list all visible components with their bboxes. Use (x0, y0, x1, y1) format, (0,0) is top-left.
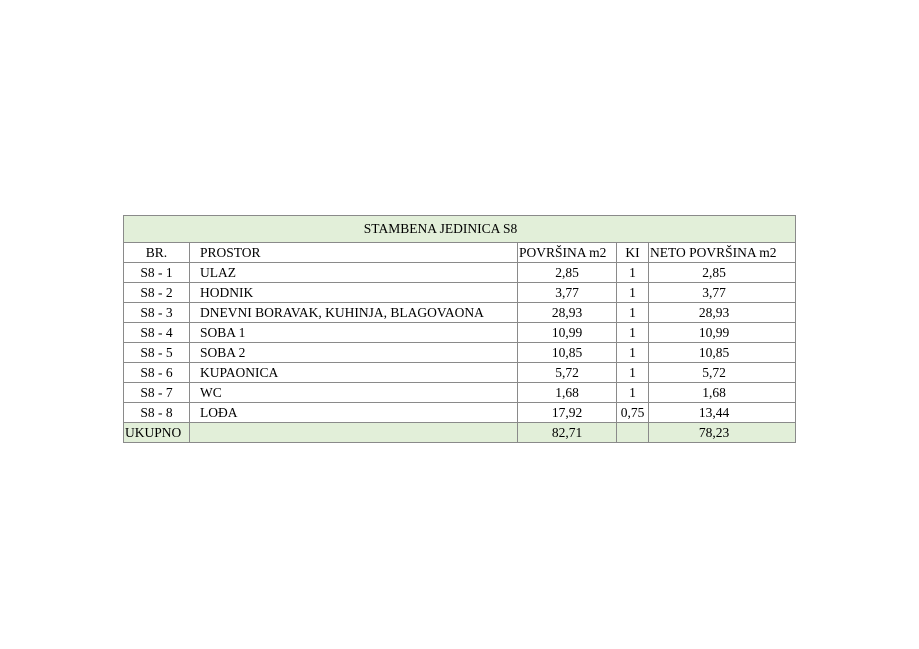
row-prostor: HODNIK (190, 283, 518, 303)
row-neto: 5,72 (649, 363, 796, 383)
row-neto: 13,44 (649, 403, 796, 423)
total-neto: 78,23 (649, 423, 796, 443)
row-ki: 1 (617, 323, 649, 343)
row-prostor: LOĐA (190, 403, 518, 423)
row-ki: 1 (617, 283, 649, 303)
row-ki: 0,75 (617, 403, 649, 423)
row-neto: 28,93 (649, 303, 796, 323)
total-label: UKUPNO (124, 423, 190, 443)
row-br: S8 - 6 (124, 363, 190, 383)
row-prostor: KUPAONICA (190, 363, 518, 383)
row-br: S8 - 4 (124, 323, 190, 343)
row-prostor: SOBA 1 (190, 323, 518, 343)
table-row (124, 343, 796, 363)
table-header-row (124, 243, 796, 263)
row-prostor: WC (190, 383, 518, 403)
header-prostor: PROSTOR (190, 243, 518, 263)
table-title: STAMBENA JEDINICA S8 (124, 216, 796, 243)
row-neto: 10,85 (649, 343, 796, 363)
row-br: S8 - 8 (124, 403, 190, 423)
table-row (124, 323, 796, 343)
row-prostor: DNEVNI BORAVAK, KUHINJA, BLAGOVAONA (190, 303, 518, 323)
table-row (124, 303, 796, 323)
table-row (124, 283, 796, 303)
row-ki: 1 (617, 343, 649, 363)
row-neto: 2,85 (649, 263, 796, 283)
row-neto: 1,68 (649, 383, 796, 403)
header-ki: KI (617, 243, 649, 263)
row-povrsina: 5,72 (518, 363, 617, 383)
row-povrsina: 3,77 (518, 283, 617, 303)
total-povrsina: 82,71 (518, 423, 617, 443)
row-br: S8 - 5 (124, 343, 190, 363)
area-table (123, 215, 796, 443)
total-prostor-empty (190, 423, 518, 443)
row-povrsina: 2,85 (518, 263, 617, 283)
row-povrsina: 1,68 (518, 383, 617, 403)
row-povrsina: 28,93 (518, 303, 617, 323)
row-br: S8 - 7 (124, 383, 190, 403)
row-prostor: ULAZ (190, 263, 518, 283)
row-ki: 1 (617, 363, 649, 383)
header-neto: NETO POVRŠINA m2 (649, 243, 796, 263)
table-title-row (124, 216, 796, 243)
row-ki: 1 (617, 303, 649, 323)
total-ki-empty (617, 423, 649, 443)
table-row (124, 363, 796, 383)
row-neto: 10,99 (649, 323, 796, 343)
row-br: S8 - 3 (124, 303, 190, 323)
row-br: S8 - 1 (124, 263, 190, 283)
header-povrsina: POVRŠINA m2 (518, 243, 617, 263)
table-row (124, 403, 796, 423)
row-povrsina: 10,85 (518, 343, 617, 363)
row-neto: 3,77 (649, 283, 796, 303)
row-ki: 1 (617, 263, 649, 283)
total-row (124, 423, 796, 443)
header-br: BR. (124, 243, 190, 263)
row-povrsina: 10,99 (518, 323, 617, 343)
row-povrsina: 17,92 (518, 403, 617, 423)
table-row (124, 383, 796, 403)
row-ki: 1 (617, 383, 649, 403)
table-row (124, 263, 796, 283)
row-br: S8 - 2 (124, 283, 190, 303)
row-prostor: SOBA 2 (190, 343, 518, 363)
